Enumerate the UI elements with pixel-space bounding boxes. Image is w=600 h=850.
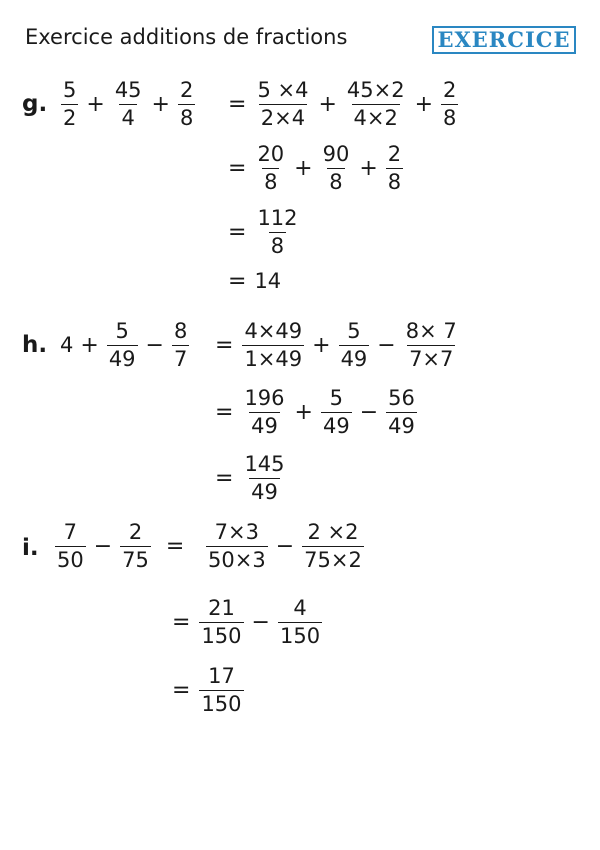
operator-sign: − (145, 332, 164, 358)
equals-sign: = (228, 155, 247, 181)
fraction-denominator: 49 (108, 346, 136, 371)
fraction-numerator: 2 (179, 77, 194, 102)
h-step-2 (215, 376, 420, 448)
fraction-numerator: 4 (293, 595, 307, 620)
equals-sign: = (172, 677, 191, 703)
fraction (386, 385, 417, 440)
fraction (339, 318, 370, 373)
fraction-numerator: 5 (347, 318, 361, 343)
fraction-denominator: 150 (201, 691, 242, 716)
equals-sign: = (215, 332, 234, 358)
fraction-numerator: 7×3 (214, 519, 259, 544)
fraction (302, 519, 364, 574)
fraction-numerator: 20 (257, 141, 285, 166)
fraction-denominator: 1×49 (244, 346, 303, 371)
fraction-denominator: 7×7 (409, 346, 454, 371)
h-step-3 (215, 442, 290, 514)
fraction-denominator: 8 (329, 169, 343, 194)
fraction-denominator: 49 (340, 346, 368, 371)
fraction (255, 205, 299, 260)
fraction-denominator: 4×2 (353, 105, 398, 130)
fraction-numerator: 2 (387, 141, 402, 166)
fraction-denominator: 49 (251, 413, 278, 438)
fraction (206, 519, 268, 574)
fraction-denominator: 8 (387, 169, 402, 194)
fraction-numerator: 8 (173, 318, 188, 343)
g-result (228, 266, 283, 296)
fraction-denominator: 49 (251, 479, 278, 504)
operator-sign: + (294, 155, 313, 181)
equals-sign: = (228, 268, 247, 294)
g-step-2 (228, 132, 406, 204)
fraction-denominator: 8 (179, 105, 194, 130)
fraction (278, 595, 322, 650)
g-step-3 (228, 196, 303, 268)
equals-sign: = (228, 91, 247, 117)
fraction-numerator: 5 (115, 318, 129, 343)
fraction-denominator: 75×2 (304, 547, 362, 572)
equals-sign: = (215, 465, 234, 491)
fraction-denominator: 2 (63, 105, 77, 130)
i-expression (52, 510, 190, 582)
fraction (120, 519, 151, 574)
exercise-label-i: i. (22, 535, 39, 561)
fraction-denominator: 8 (270, 233, 285, 258)
integer-term: 4 (60, 333, 74, 357)
fraction-numerator: 2 (443, 77, 457, 102)
fraction (242, 451, 286, 506)
operator-sign: − (93, 533, 113, 559)
fraction-numerator: 45×2 (346, 77, 405, 102)
operator-sign: − (275, 533, 295, 559)
fraction-denominator: 8 (264, 169, 278, 194)
fraction (404, 318, 459, 373)
exercice-badge: EXERCICE (432, 26, 576, 54)
fraction (113, 77, 144, 132)
fraction (199, 663, 243, 718)
fraction (199, 595, 243, 650)
fraction-numerator: 90 (322, 141, 350, 166)
fraction (255, 77, 310, 132)
g-expression (58, 68, 198, 140)
fraction-denominator: 150 (279, 623, 321, 648)
equals-sign: = (172, 609, 191, 635)
operator-sign: − (251, 609, 270, 635)
fraction (61, 77, 78, 132)
fraction (255, 141, 286, 196)
fraction (386, 141, 403, 196)
fraction (107, 318, 138, 373)
fraction-denominator: 50×3 (208, 547, 266, 572)
fraction-numerator: 112 (257, 205, 298, 230)
fraction (321, 141, 352, 196)
fraction-denominator: 2×4 (260, 105, 306, 130)
fraction-numerator: 56 (388, 385, 415, 410)
g-step-1 (228, 68, 461, 140)
fraction-denominator: 49 (388, 413, 415, 438)
fraction-numerator: 8× 7 (405, 318, 457, 343)
fraction-denominator: 7 (173, 346, 188, 371)
operator-sign: + (414, 91, 433, 117)
operator-sign: + (359, 155, 378, 181)
i-step-2 (172, 586, 325, 658)
fraction-numerator: 7 (63, 519, 78, 544)
fraction (345, 77, 407, 132)
fraction-numerator: 4×49 (244, 318, 303, 343)
i-step-1 (203, 510, 367, 582)
fraction (178, 77, 195, 132)
fraction-denominator: 75 (122, 547, 149, 572)
operator-sign: + (294, 399, 313, 425)
fraction (55, 519, 86, 574)
fraction-numerator: 196 (244, 385, 285, 410)
fraction-denominator: 4 (121, 105, 135, 130)
operator-sign: + (312, 332, 331, 358)
operator-sign: + (86, 91, 105, 117)
fraction-denominator: 150 (201, 623, 242, 648)
fraction-denominator: 49 (322, 413, 350, 438)
page-title: Exercice additions de fractions (25, 25, 348, 49)
i-step-3 (172, 654, 247, 726)
fraction-denominator: 8 (443, 105, 457, 130)
fraction (321, 385, 352, 440)
fraction-numerator: 5 (63, 77, 77, 102)
fraction (172, 318, 189, 373)
exercise-label-g: g. (22, 91, 48, 117)
fraction-numerator: 17 (208, 663, 235, 688)
fraction-numerator: 145 (244, 451, 285, 476)
operator-sign: + (151, 91, 170, 117)
operator-sign: − (359, 399, 379, 425)
fraction-numerator: 2 ×2 (307, 519, 359, 544)
fraction-numerator: 2 (128, 519, 143, 544)
equals-sign: = (215, 399, 234, 425)
h-expression (58, 309, 192, 381)
operator-sign: + (80, 332, 99, 358)
fraction-numerator: 21 (208, 595, 235, 620)
fraction-numerator: 5 (329, 385, 344, 410)
fraction-denominator: 50 (57, 547, 84, 572)
fraction (242, 318, 304, 373)
operator-sign: − (377, 332, 396, 358)
exercise-label-h: h. (22, 332, 48, 358)
fraction (242, 385, 286, 440)
equals-sign: = (228, 219, 247, 245)
h-step-1 (215, 309, 462, 381)
g-result-value: 14 (254, 269, 282, 293)
operator-sign: + (318, 91, 337, 117)
equals-sign: = (165, 533, 185, 559)
fraction (441, 77, 458, 132)
fraction-numerator: 45 (114, 77, 142, 102)
fraction-numerator: 5 ×4 (257, 77, 309, 102)
